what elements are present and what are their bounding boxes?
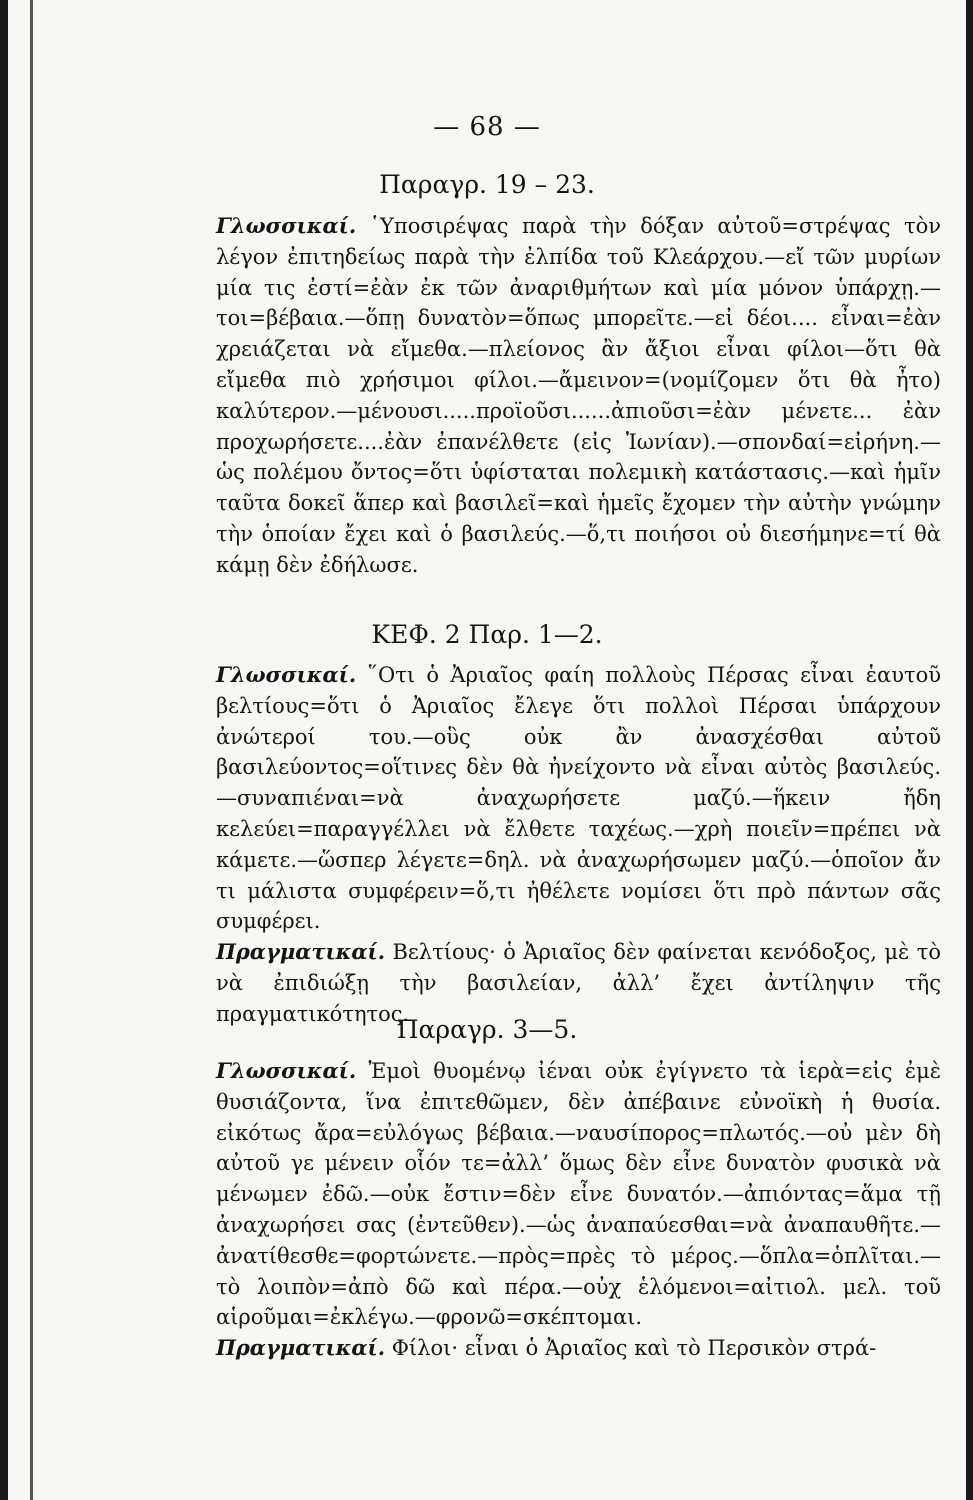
section-heading: ΚΕΦ. 2 Παρ. 1—2. — [371, 620, 603, 649]
paragraph-label: Πραγματικαί. — [216, 939, 386, 965]
paragraph-text: Φίλοι· εἶναι ὁ Ἀριαῖος καὶ τὸ Περσικὸν στρά- — [391, 1336, 877, 1361]
paragraph-label: Γλωσσικαί. — [216, 213, 357, 238]
section-heading: Παραγρ. 3—5. — [396, 1015, 578, 1044]
paragraph — [216, 211, 941, 581]
section-heading: Παραγρ. 19 – 23. — [379, 170, 595, 199]
paragraph-text: Βελτίους· ὁ Ἀριαῖος δὲν φαίνεται κενόδοξος, μὲ τὸ νὰ ἐπιδιώξῃ τὴν βασιλείαν, ἀλλ’ ἔχει ἀντίληψιν τῆς πραγματικότητος. — [216, 940, 941, 1026]
paragraph-text: ῞Οτι ὁ Ἀριαῖος φαίη πολλοὺς Πέρσας εἶναι ἑαυτοῦ βελτίους=ὅτι ὁ Ἀριαῖος ἔλεγε ὅτι πολλοὶ Πέρσαι ὑπάρχουν ἀνώτεροί του.—οὓς οὐκ ἂν ἀνασχέσθαι αὐτοῦ βασιλεύοντος=οἵτινες δὲν θὰ ἠνείχοντο νὰ εἶναι αὐτὸς βασιλεύς.—συναπιέναι=νὰ ἀναχωρήσετε μαζύ.—ἥκειν ἤδη κελεύει=παραγγέλλει νὰ ἔλθετε ταχέως.—χρὴ ποιεῖν=πρέπει νὰ κάμετε.—ὥσπερ λέγετε=δηλ. νὰ ἀναχωρήσωμεν μαζύ.—ὁποῖον ἄν τι μάλιστα συμφέρειν=ὅ,τι ἠθέλετε νομίσει ὅτι πρὸ πάντων σᾶς συμφέρει. — [216, 663, 941, 934]
paragraph-label: Γλωσσικαί. — [216, 1058, 357, 1083]
book-page — [8, 0, 966, 1500]
paragraph — [216, 1056, 941, 1333]
paragraph-text: ῾Υποσιρέψας παρὰ τὴν δόξαν αὐτοῦ=στρέψας τὸν λέγον ἐπιτηδείως παρὰ τὴν ἐλπίδα τοῦ Κλεάρχου.—εἴ τῶν μυρίων μία τις ἐστί=ἐὰν ἐκ τῶν ἀναριθμήτων καὶ μία μόνον ὑπάρχῃ.—τοι=βέβαια.—ὅπῃ δυνατὸν=ὅπως μπορεῖτε.—εἰ δέοι.... εἶναι=ἐὰν χρειάζεται νὰ εἴμεθα.—πλείονος ἂν ἄξιοι εἶναι φίλοι—ὅτι θὰ εἴμεθα πιὸ χρήσιμοι φίλοι.—ἄμεινον=(νομίζομεν ὅτι θὰ ἦτο) καλύτερον.—μένουσι.....προϊοῦσι......ἀπιοῦσι=ἐὰν μένετε... ἐὰν προχωρήσετε....ἐὰν ἐπανέλθετε (εἰς Ἰωνίαν).—σπονδαί=εἰρήνη.—ὡς πολέμου ὄντος=ὅτι ὑφίσταται πολεμικὴ κατάστασις.—καὶ ἡμῖν ταῦτα δοκεῖ ἅπερ καὶ βασιλεῖ=καὶ ἡμεῖς ἔχομεν τὴν αὐτὴν γνώμην τὴν ὁποίαν ἔχει καὶ ὁ βασιλεύς.—ὅ,τι ποιήσοι οὐ διεσήμηνε=τί θὰ κάμῃ δὲν ἐδήλωσε. — [216, 214, 941, 577]
page-edge-rule — [30, 0, 33, 1500]
section-body — [216, 1056, 941, 1476]
page-number: — 68 — — [433, 112, 541, 142]
section-body — [216, 660, 941, 1026]
paragraph-label: Πραγματικαί. — [216, 1335, 386, 1361]
paragraph — [216, 1333, 941, 1364]
paragraph — [216, 660, 941, 937]
section-body — [216, 211, 941, 603]
paragraph-label: Γλωσσικαί. — [216, 662, 357, 687]
paragraph-text: Ἐμοὶ θυομένῳ ἰέναι οὐκ ἐγίγνετο τὰ ἱερὰ=εἰς ἐμὲ θυσιάζοντα, ἵνα ἐπιτεθῶμεν, δὲν ἀπέβαινε εὐνοϊκὴ ἡ θυσία. εἰκότως ἄρα=εὐλόγως βέβαια.—ναυσίπορος=πλωτός.—οὐ μὲν δὴ αὐτοῦ γε μένειν οἷόν τε=ἀλλ’ ὅμως δὲν εἶνε δυνατὸν φυσικὰ νὰ μένωμεν ἐδῶ.—οὐκ ἔστιν=δὲν εἶνε δυνατόν.—ἀπιόντας=ἅμα τῇ ἀναχωρήσει σας (ἐντεῦθεν).—ὡς ἀναπαύεσθαι=νὰ ἀναπαυθῆτε.—ἀνατίθεσθε=φορτώνετε.—πρὸς=πρὲς τὸ μέρος.—ὅπλα=ὁπλῖται.—τὸ λοιπὸν=ἀπὸ δῶ καὶ πέρα.—οὐχ ἑλόμενοι=αἰτιολ. μελ. τοῦ αἱροῦμαι=ἐκλέγω.—φρονῶ=σκέπτομαι. — [216, 1059, 941, 1330]
